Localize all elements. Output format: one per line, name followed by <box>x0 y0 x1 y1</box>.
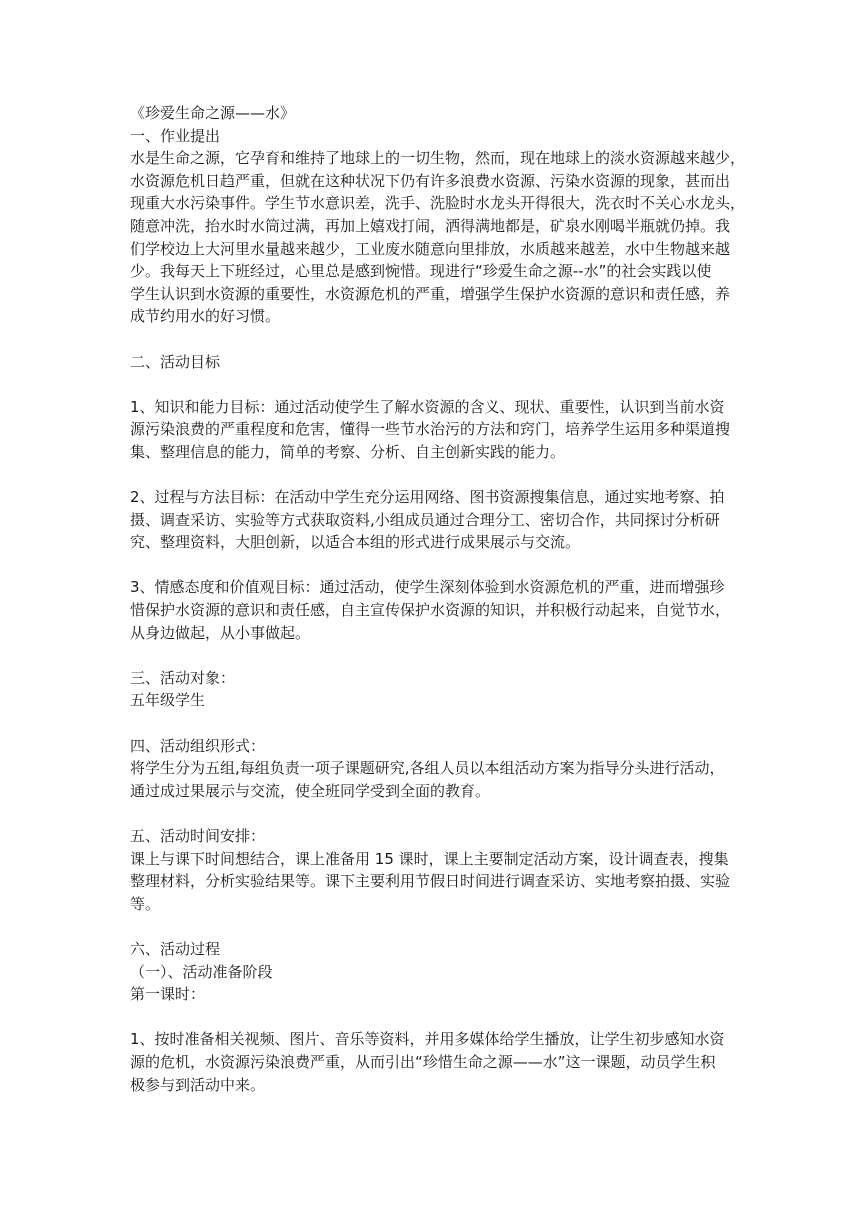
text-line: 将学生分为五组,每组负责一项子课题研究,各组人员以本组活动方案为指导分头进行活动， <box>130 759 725 778</box>
text-line: 成节约用水的好习惯。 <box>130 307 281 326</box>
section-1-heading: 一、作业提出 <box>130 126 221 145</box>
text-line: 摄、调查采访、实验等方式获取资料,小组成员通过合理分工、密切合作，共同探讨分析研 <box>130 510 720 529</box>
text-line: 1、按时准备相关视频、图片、音乐等资料，并用多媒体给学生播放，让学生初步感知水资 <box>130 1030 725 1049</box>
text-line: 整理材料，分析实验结果等。课下主要利用节假日时间进行调查采访、实地考察拍摄、实验 <box>130 872 731 891</box>
lesson-label: 第一课时： <box>130 985 206 1004</box>
goal-1-paragraph <box>130 396 736 464</box>
text-line: 3、情感态度和价值观目标：通过活动，使学生深刻体验到水资源危机的严重，进而增强珍 <box>130 578 725 597</box>
spacer <box>130 802 736 825</box>
text-line: 学生认识到水资源的重要性，水资源危机的严重，增强学生保护水资源的意识和责任感，养 <box>130 284 731 303</box>
text-line: 水是生命之源，它孕育和维持了地球上的一切生物，然而，现在地球上的淡水资源越来越少， <box>130 149 746 168</box>
section-4-paragraph <box>130 757 736 802</box>
document-title: 《珍爱生命之源——水》 <box>130 104 296 122</box>
text-line: 集、整理信息的能力，简单的考察、分析、自主创新实践的能力。 <box>130 442 566 461</box>
text-line: 极参与到活动中来。 <box>130 1075 266 1094</box>
section-4-heading: 四、活动组织形式： <box>130 736 266 755</box>
section-1-paragraph <box>130 147 746 328</box>
spacer <box>130 712 736 735</box>
text-line: 课上与课下时间想结合，课上准备用 15 课时，课上主要制定活动方案，设计调查表，搜集 <box>130 849 729 868</box>
text-line: 水资源危机日趋严重，但就在这种状况下仍有许多浪费水资源、污染水资源的现象，甚而出 <box>130 171 731 190</box>
spacer <box>130 1006 736 1029</box>
goal-3-paragraph <box>130 576 736 644</box>
text-line: 少。我每天上下班经过，心里总是感到惋惜。现进行“珍爱生命之源--水”的社会实践以使 <box>130 262 712 281</box>
document-page <box>130 102 746 1096</box>
spacer <box>130 328 736 351</box>
text-line: 通过成过果展示与交流，使全班同学受到全面的教育。 <box>130 781 491 800</box>
text-line: 2、过程与方法目标：在活动中学生充分运用网络、图书资源搜集信息，通过实地考察、拍 <box>130 488 725 507</box>
spacer <box>130 644 736 667</box>
text-line: 现重大水污染事件。学生节水意识差，洗手、洗脸时水龙头开得很大，洗衣时不关心水龙头， <box>130 194 746 213</box>
text-line: 源的危机，水资源污染浪费严重，从而引出“珍惜生命之源——水”这一课题，动员学生积 <box>130 1052 716 1071</box>
section-6-subheading: （一）、活动准备阶段 <box>130 962 273 981</box>
goal-2-paragraph <box>130 486 736 554</box>
section-6-heading: 六、活动过程 <box>130 939 221 958</box>
text-line: 们学校边上大河里水量越来越少，工业废水随意向里排放，水质越来越差，水中生物越来越 <box>130 239 731 258</box>
section-5-paragraph <box>130 848 736 916</box>
section-5-heading: 五、活动时间安排： <box>130 827 266 845</box>
text-line: 1、知识和能力目标：通过活动使学生了解水资源的含义、现状、重要性，认识到当前水资 <box>130 397 725 416</box>
spacer <box>130 554 736 577</box>
text-line: 随意冲洗，抬水时水筒过满，再加上嬉戏打闹，洒得满地都是，矿泉水刚喝半瓶就仍掉。我 <box>130 216 731 235</box>
section-2-heading: 二、活动目标 <box>130 352 221 371</box>
text-line: 源污染浪费的严重程度和危害，懂得一些节水治污的方法和窍门，培养学生运用多种渠道搜 <box>130 420 731 439</box>
text-line: 究、整理资料，大胆创新，以适合本组的形式进行成果展示与交流。 <box>130 533 581 552</box>
section-6-item-1 <box>130 1028 736 1096</box>
spacer <box>130 464 736 487</box>
section-3-text: 五年级学生 <box>130 691 206 710</box>
spacer <box>130 373 736 396</box>
spacer <box>130 915 736 938</box>
text-line: 惜保护水资源的意识和责任感，自主宣传保护水资源的知识，并积极行动起来，自觉节水， <box>130 601 731 620</box>
section-3-heading: 三、活动对象： <box>130 668 236 687</box>
text-line: 从身边做起，从小事做起。 <box>130 623 311 642</box>
text-line: 等。 <box>130 894 161 913</box>
